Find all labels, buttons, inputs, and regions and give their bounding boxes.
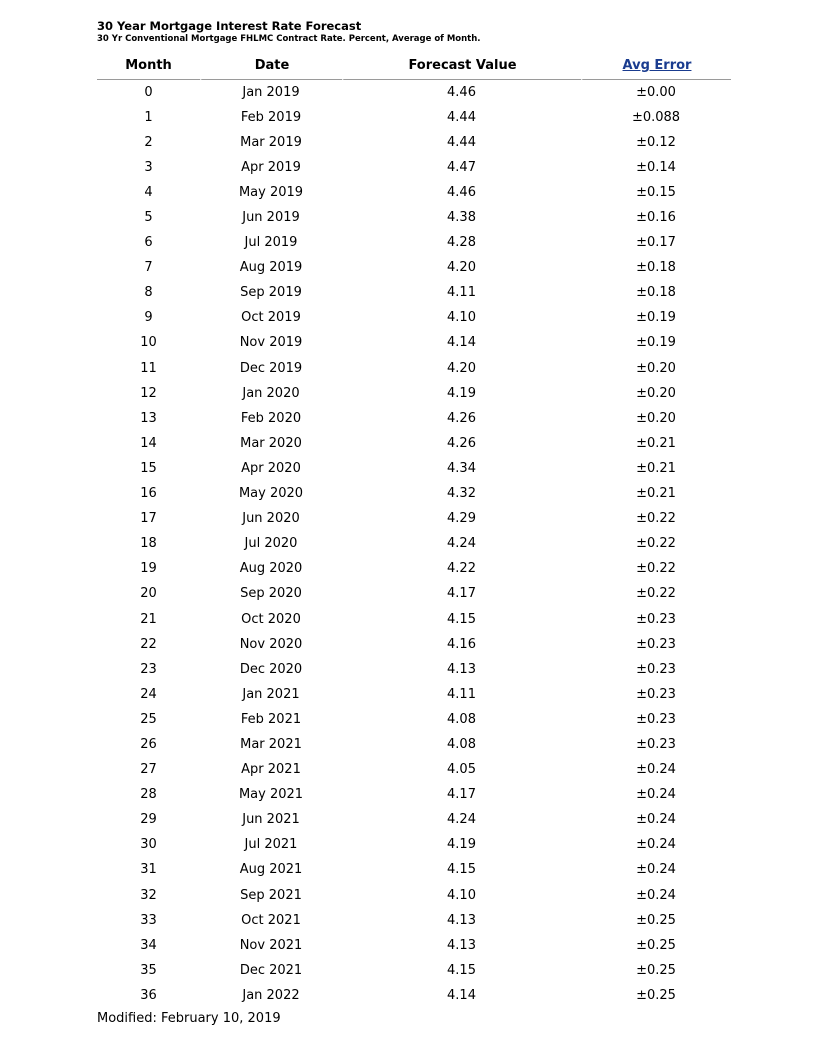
date-cell: Mar 2021	[240, 736, 302, 752]
forecast-value-cell: 4.08	[447, 736, 476, 752]
date-cell: Feb 2021	[240, 711, 302, 727]
table-row	[97, 231, 731, 256]
avg-error-cell: ±0.24	[636, 887, 676, 903]
date-cell: Jul 2021	[244, 837, 298, 853]
forecast-value-cell: 4.34	[447, 460, 476, 476]
month-cell: 18	[140, 536, 157, 552]
avg-error-cell: ±0.23	[636, 686, 676, 702]
date-cell: May 2021	[238, 787, 304, 803]
table-row	[97, 783, 731, 808]
avg-error-cell: ±0.18	[636, 285, 676, 301]
avg-error-cell: ±0.25	[636, 937, 676, 953]
table-row	[97, 482, 731, 507]
avg-error-cell: ±0.20	[636, 410, 676, 426]
forecast-value-cell: 4.15	[447, 962, 476, 978]
table-row	[97, 331, 731, 356]
month-cell: 26	[140, 736, 157, 752]
page-subtitle: 30 Yr Conventional Mortgage FHLMC Contract Rate. Percent, Average of Month.	[97, 34, 481, 44]
table-row	[97, 607, 731, 632]
date-cell: Feb 2020	[240, 410, 302, 426]
forecast-value-cell: 4.19	[447, 837, 476, 853]
table-row	[97, 431, 731, 456]
table-row	[97, 682, 731, 707]
avg-error-cell: ±0.00	[636, 84, 676, 100]
date-cell: Nov 2019	[239, 335, 303, 351]
table-row	[97, 582, 731, 607]
forecast-value-cell: 4.24	[447, 812, 476, 828]
table-row	[97, 983, 731, 1008]
date-cell: Jan 2022	[242, 987, 300, 1003]
month-cell: 9	[144, 310, 153, 326]
column-header-avg-error	[581, 51, 731, 80]
forecast-value-cell: 4.16	[447, 636, 476, 652]
avg-error-cell: ±0.24	[636, 812, 676, 828]
table-row	[97, 557, 731, 582]
avg-error-cell: ±0.24	[636, 862, 676, 878]
month-cell: 19	[140, 561, 157, 577]
modified-date: Modified: February 10, 2019	[97, 1011, 281, 1026]
avg-error-cell: ±0.23	[636, 611, 676, 627]
forecast-value-cell: 4.46	[447, 84, 476, 100]
month-cell: 8	[144, 285, 153, 301]
date-cell: Jun 2020	[242, 511, 300, 527]
avg-error-cell: ±0.24	[636, 787, 676, 803]
month-cell: 4	[144, 184, 153, 200]
month-cell: 30	[140, 837, 157, 853]
avg-error-cell: ±0.17	[636, 235, 676, 251]
forecast-value-cell: 4.22	[447, 561, 476, 577]
date-cell: Jun 2021	[242, 812, 300, 828]
forecast-value-cell: 4.32	[447, 486, 476, 502]
avg-error-cell: ±0.20	[636, 385, 676, 401]
forecast-value-cell: 4.26	[447, 435, 476, 451]
avg-error-cell: ±0.22	[636, 561, 676, 577]
month-cell: 17	[140, 511, 157, 527]
month-cell: 14	[140, 435, 157, 451]
avg-error-cell: ±0.19	[636, 335, 676, 351]
table-row	[97, 908, 731, 933]
avg-error-cell: ±0.25	[636, 987, 676, 1003]
month-cell: 22	[140, 636, 157, 652]
avg-error-cell: ±0.18	[636, 260, 676, 276]
table-body	[97, 80, 731, 1008]
forecast-value-cell: 4.10	[447, 887, 476, 903]
month-cell: 21	[140, 611, 157, 627]
table-row	[97, 933, 731, 958]
table-row	[97, 833, 731, 858]
avg-error-cell: ±0.23	[636, 711, 676, 727]
forecast-value-cell: 4.13	[447, 937, 476, 953]
date-cell: Aug 2021	[239, 862, 303, 878]
month-cell: 10	[140, 335, 157, 351]
avg-error-cell: ±0.19	[636, 310, 676, 326]
forecast-value-cell: 4.08	[447, 711, 476, 727]
avg-error-cell: ±0.15	[636, 184, 676, 200]
date-cell: Sep 2019	[240, 285, 302, 301]
forecast-value-cell: 4.17	[447, 586, 476, 602]
table-row	[97, 180, 731, 205]
month-cell: 3	[144, 159, 153, 175]
date-cell: Aug 2019	[239, 260, 303, 276]
month-cell: 25	[140, 711, 157, 727]
date-cell: Dec 2020	[239, 661, 303, 677]
date-cell: Dec 2021	[239, 962, 303, 978]
forecast-value-cell: 4.20	[447, 260, 476, 276]
table-row	[97, 356, 731, 381]
date-cell: Sep 2020	[240, 586, 302, 602]
forecast-value-cell: 4.10	[447, 310, 476, 326]
table-row	[97, 281, 731, 306]
column-header-month: Month	[97, 51, 200, 80]
date-cell: Jul 2020	[244, 536, 298, 552]
table-row	[97, 456, 731, 481]
avg-error-cell: ±0.21	[636, 435, 676, 451]
date-cell: Aug 2020	[239, 561, 303, 577]
forecast-value-cell: 4.14	[447, 987, 476, 1003]
forecast-value-cell: 4.26	[447, 410, 476, 426]
month-cell: 6	[144, 235, 153, 251]
avg-error-cell: ±0.25	[636, 912, 676, 928]
month-cell: 13	[140, 410, 157, 426]
avg-error-cell: ±0.21	[636, 486, 676, 502]
month-cell: 36	[140, 987, 157, 1003]
month-cell: 32	[140, 887, 157, 903]
forecast-value-cell: 4.29	[447, 511, 476, 527]
month-cell: 23	[140, 661, 157, 677]
month-cell: 20	[140, 586, 157, 602]
table-header-row	[97, 51, 731, 80]
table-row	[97, 858, 731, 883]
forecast-table	[97, 51, 731, 1008]
date-cell: Oct 2020	[241, 611, 301, 627]
avg-error-cell: ±0.25	[636, 962, 676, 978]
table-row	[97, 406, 731, 431]
avg-error-cell: ±0.20	[636, 360, 676, 376]
month-cell: 27	[140, 762, 157, 778]
month-cell: 12	[140, 385, 157, 401]
table-row	[97, 306, 731, 331]
forecast-value-cell: 4.20	[447, 360, 476, 376]
month-cell: 7	[144, 260, 153, 276]
table-row	[97, 883, 731, 908]
forecast-value-cell: 4.46	[447, 184, 476, 200]
avg-error-cell: ±0.12	[636, 134, 676, 150]
table-row	[97, 507, 731, 532]
forecast-value-cell: 4.38	[447, 210, 476, 226]
avg-error-cell: ±0.14	[636, 159, 676, 175]
avg-error-cell: ±0.23	[636, 661, 676, 677]
date-cell: Apr 2020	[241, 460, 301, 476]
date-cell: May 2020	[238, 486, 304, 502]
forecast-value-cell: 4.47	[447, 159, 476, 175]
month-cell: 35	[140, 962, 157, 978]
table-row	[97, 80, 731, 105]
date-cell: Dec 2019	[239, 360, 303, 376]
month-cell: 5	[144, 210, 153, 226]
forecast-value-cell: 4.13	[447, 661, 476, 677]
forecast-value-cell: 4.44	[447, 109, 476, 125]
avg-error-cell: ±0.22	[636, 536, 676, 552]
forecast-value-cell: 4.28	[447, 235, 476, 251]
date-cell: Jul 2019	[244, 235, 298, 251]
date-cell: Jun 2019	[242, 210, 300, 226]
month-cell: 33	[140, 912, 157, 928]
forecast-value-cell: 4.11	[447, 686, 476, 702]
month-cell: 29	[140, 812, 157, 828]
forecast-value-cell: 4.44	[447, 134, 476, 150]
date-cell: Nov 2020	[239, 636, 303, 652]
table-row	[97, 105, 731, 130]
month-cell: 24	[140, 686, 157, 702]
month-cell: 2	[144, 134, 153, 150]
table-row	[97, 205, 731, 230]
forecast-value-cell: 4.05	[447, 762, 476, 778]
avg-error-cell: ±0.21	[636, 460, 676, 476]
date-cell: Jan 2019	[242, 84, 300, 100]
forecast-value-cell: 4.11	[447, 285, 476, 301]
month-cell: 11	[140, 360, 157, 376]
avg-error-cell: ±0.088	[631, 109, 681, 125]
table-row	[97, 657, 731, 682]
date-cell: May 2019	[238, 184, 304, 200]
date-cell: Jan 2020	[242, 385, 300, 401]
forecast-value-cell: 4.13	[447, 912, 476, 928]
month-cell: 34	[140, 937, 157, 953]
month-cell: 16	[140, 486, 157, 502]
date-cell: Mar 2020	[240, 435, 302, 451]
month-cell: 15	[140, 460, 157, 476]
forecast-value-cell: 4.14	[447, 335, 476, 351]
column-header-forecast-value: Forecast Value	[342, 51, 581, 80]
table-row	[97, 732, 731, 757]
table-row	[97, 707, 731, 732]
date-cell: Feb 2019	[240, 109, 302, 125]
date-cell: Nov 2021	[239, 937, 303, 953]
table-row	[97, 758, 731, 783]
table-row	[97, 155, 731, 180]
month-cell: 31	[140, 862, 157, 878]
forecast-value-cell: 4.15	[447, 862, 476, 878]
table-row	[97, 632, 731, 657]
table-row	[97, 808, 731, 833]
forecast-value-cell: 4.17	[447, 787, 476, 803]
forecast-value-cell: 4.19	[447, 385, 476, 401]
avg-error-cell: ±0.23	[636, 636, 676, 652]
avg-error-cell: ±0.22	[636, 511, 676, 527]
table-row	[97, 130, 731, 155]
avg-error-cell: ±0.24	[636, 837, 676, 853]
page-title: 30 Year Mortgage Interest Rate Forecast	[97, 19, 362, 33]
avg-error-cell: ±0.23	[636, 736, 676, 752]
month-cell: 0	[144, 84, 153, 100]
date-cell: Jan 2021	[242, 686, 300, 702]
avg-error-cell: ±0.16	[636, 210, 676, 226]
table-row	[97, 958, 731, 983]
forecast-value-cell: 4.15	[447, 611, 476, 627]
date-cell: Oct 2021	[241, 912, 301, 928]
date-cell: Apr 2019	[241, 159, 301, 175]
month-cell: 28	[140, 787, 157, 803]
avg-error-cell: ±0.24	[636, 762, 676, 778]
date-cell: Mar 2019	[240, 134, 302, 150]
date-cell: Oct 2019	[241, 310, 301, 326]
avg-error-cell: ±0.22	[636, 586, 676, 602]
forecast-value-cell: 4.24	[447, 536, 476, 552]
table-row	[97, 532, 731, 557]
table-row	[97, 381, 731, 406]
date-cell: Sep 2021	[240, 887, 302, 903]
avg-error-link[interactable]: Avg Error	[622, 58, 692, 73]
date-cell: Apr 2021	[241, 762, 301, 778]
column-header-date: Date	[200, 51, 342, 80]
table-row	[97, 256, 731, 281]
month-cell: 1	[144, 109, 153, 125]
